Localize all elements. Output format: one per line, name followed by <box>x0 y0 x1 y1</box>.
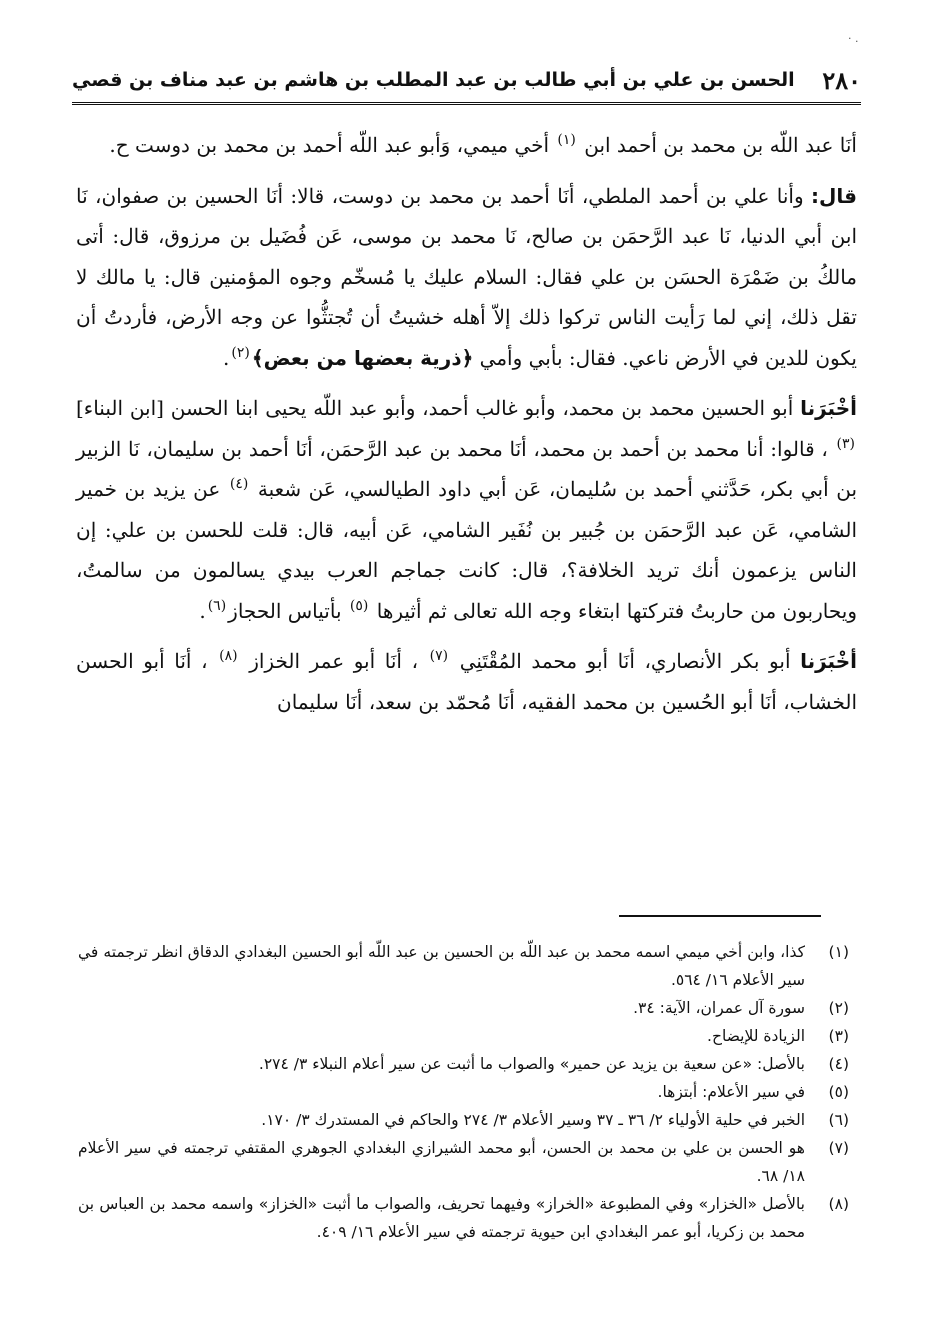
footnote-ref-6: (٦) <box>207 597 227 614</box>
paragraph-4 <box>76 641 857 722</box>
footnote <box>78 1022 849 1050</box>
footnote <box>78 1190 849 1246</box>
text-segment: بأتياس الحجاز <box>228 598 342 623</box>
text-segment: ، أنَا أبو الحسن الخشاب، أنَا أبو الحُسين بن محمد الفقيه، أنَا مُحمّد بن سعد، أنَا سليمان <box>76 649 857 714</box>
running-title: الحسن بن علي بن أبي طالب بن عبد المطلب بن هاشم بن عبد مناف بن قصي <box>72 69 795 91</box>
footnotes <box>78 938 849 1246</box>
footnote-ref-4: (٤) <box>229 476 249 493</box>
page-number: ٢٨٠ <box>822 65 861 95</box>
footnote-ref-8: (٨) <box>219 648 238 665</box>
text-segment: أخي ميمي، وَأبو عبد اللّه أحمد بن محمد بن دوست ح. <box>109 133 550 157</box>
text-segment: عن يزيد بن خمير الشامي، عَن عبد الرَّحمَن بن جُبير بن نُفَير الشامي، عَن أبيه، قال: قلت للحسن بن علي: إن الناس يزعمون أنك تريد الخلافة؟، قال: كانت جماجم العرب بيدي يسالمون من سالمتُ، ويحاربون من حاربتُ فتركتها ابتغاء وجه الله تعالى ثم أثيرها <box>76 477 857 623</box>
footnote-text: بالأصل: «عن سعية بن يزيد عن حمير» والصواب ما أثبت عن سير أعلام النبلاء ٣/ ٢٧٤. <box>258 1055 805 1073</box>
lead-word: أخْبَرَنا <box>800 396 857 420</box>
footnote <box>78 1106 849 1134</box>
footnote <box>78 938 849 994</box>
lead-word: أخْبَرَنا <box>800 649 857 673</box>
footnote-text: بالأصل «الخزار» وفي المطبوعة «الخراز» وفيهما تحريف، والصواب ما أثبت «الخزاز» واسمه محمد بن العباس بن محمد بن زكريا، أبو عمر البغدادي ابن حيوية ترجمته في سير الأعلام ١٦/ ٤٠٩. <box>78 1195 805 1241</box>
footnote-text: كذا، وابن أخي ميمي اسمه محمد بن عبد اللّه بن الحسين بن عبد اللّه أبو الحسين البغدادي الدقاق انظر ترجمته في سير الأعلام ١٦/ ٥٦٤. <box>78 943 805 989</box>
quran-quote: ﴿ذرية بعضها من بعض﴾ <box>251 345 474 370</box>
footnote-number: (٦) <box>828 1111 849 1129</box>
footnote-number: (٤) <box>828 1055 849 1073</box>
footnote <box>78 994 849 1022</box>
footnote-number: (١) <box>828 943 849 961</box>
footnote-number: (٢) <box>828 999 849 1017</box>
text-segment: . <box>199 598 206 623</box>
footnote-text: الخبر في حلية الأولياء ٢/ ٣٦ ـ ٣٧ وسير الأعلام ٣/ ٢٧٤ والحاكم في المستدرك ٣/ ١٧٠. <box>261 1111 805 1129</box>
footnote <box>78 1078 849 1106</box>
footnote-number: (٥) <box>828 1083 849 1101</box>
scan-speck: · . <box>848 32 859 45</box>
text-segment: ، قالوا: أنا محمد بن أحمد بن محمد، أنَا محمد بن عبد الرَّحمَن، أنَا أحمد بن سليمان، نَا الزبير بن أبي بكر، حَدَّثني أحمد بن سُليمان، عَن أبي داود الطيالسي، عَن شعبة <box>76 436 858 501</box>
footnote-separator <box>619 915 821 917</box>
main-text <box>76 125 857 732</box>
footnote-ref-7: (٧) <box>429 648 449 665</box>
paragraph-1 <box>76 125 857 166</box>
footnote-ref-3: (٣) <box>836 435 856 452</box>
text-segment: أبو بكر الأنصاري، أنَا أبو محمد المُقْتَنِي <box>459 649 791 673</box>
paragraph-2 <box>76 176 857 379</box>
footnote <box>78 1134 849 1190</box>
footnote-text: في سير الأعلام: أبتزها. <box>657 1083 805 1101</box>
text-segment: ، أنَا أبو عمر الخزاز <box>249 649 419 673</box>
footnote-text: هو الحسن بن علي بن محمد بن الحسن، أبو محمد الشيرازي البغدادي الجوهري المقتفي ترجمته في سير الأعلام ١٨/ ٦٨. <box>78 1139 805 1185</box>
footnote-number: (٨) <box>828 1195 849 1213</box>
text-segment: أنَا عبد اللّه بن محمد بن أحمد ابن <box>584 133 857 157</box>
text-segment: . <box>223 345 230 370</box>
text-segment: أبو الحسين محمد بن محمد، وأبو غالب أحمد، وأبو عبد اللّه يحيى ابنا الحسن [ابن البناء] <box>76 396 794 420</box>
footnote-ref-2: (٢) <box>231 344 250 361</box>
footnote-ref-1: (١) <box>557 132 576 149</box>
paragraph-3 <box>76 388 857 631</box>
footnote <box>78 1050 849 1078</box>
footnote-ref-5: (٥) <box>349 597 369 614</box>
lead-word: قال: <box>811 183 858 208</box>
footnote-number: (٧) <box>828 1139 849 1157</box>
page-header <box>72 58 861 105</box>
footnote-text: الزيادة للإيضاح. <box>707 1027 805 1045</box>
footnote-number: (٣) <box>828 1027 849 1045</box>
footnote-text: سورة آل عمران، الآية: ٣٤. <box>633 999 805 1017</box>
text-segment: وأنا علي بن أحمد الملطي، أنَا أحمد بن محمد بن دوست، قالا: أنَا الحسين بن صفوان، نَا ابن أبي الدنيا، نَا عبد الرَّحمَن بن صالح، نَا محمد بن موسى، عَن فُضَيل بن مرزوق، قال: أتى مالكُ بن ضَمْرَة الحسَن بن علي فقال: السلام عليك يا مُسخّم وجوه المؤمنين قال: يا مالك لا تقل ذلك، إني لما رَأيت الناس تركوا ذلك إلاّ أهله خشيتُ أن تُجتثُّوا عن وجه الأرض، فأردتُ أن يكون للدين في الأرض ناعي. فقال: بأبي وأمي <box>76 183 857 370</box>
